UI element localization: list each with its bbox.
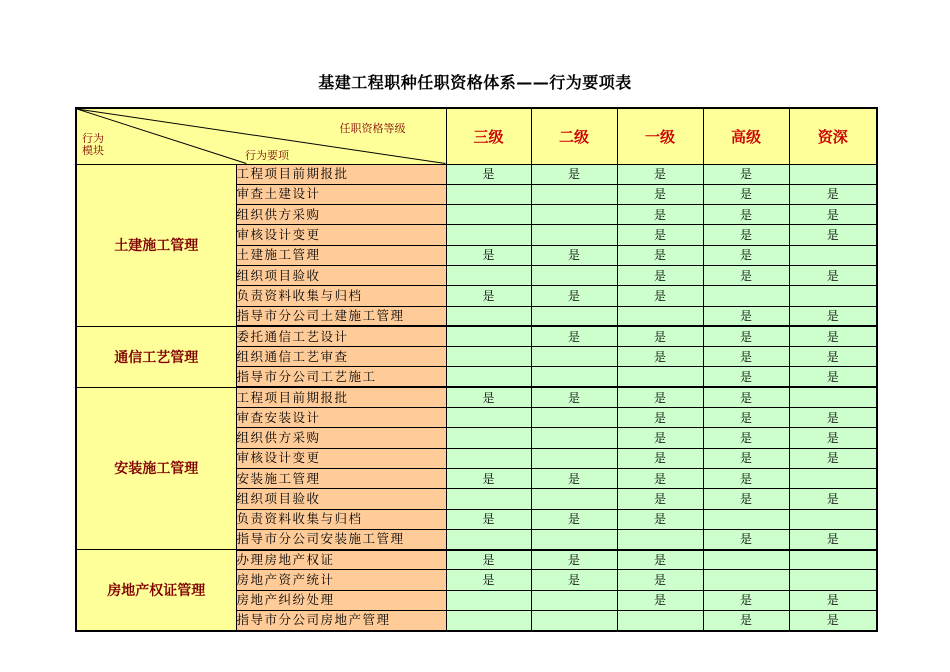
behavior-item-cell: 办理房地产权证 bbox=[236, 550, 446, 570]
module-cell: 通信工艺管理 bbox=[76, 326, 236, 387]
corner-label-level: 任职资格等级 bbox=[339, 122, 406, 135]
behavior-item-cell: 组织供方采购 bbox=[236, 428, 446, 448]
module-cell: 土建施工管理 bbox=[76, 164, 236, 326]
level-mark-cell bbox=[789, 509, 877, 529]
level-mark-cell bbox=[531, 611, 617, 631]
level-mark-cell: 是 bbox=[617, 489, 703, 509]
corner-header-cell bbox=[76, 108, 446, 164]
level-mark-cell: 是 bbox=[617, 225, 703, 245]
level-mark-cell bbox=[446, 590, 531, 610]
behavior-item-cell: 审查土建设计 bbox=[236, 184, 446, 204]
level-mark-cell bbox=[446, 611, 531, 631]
level-mark-cell: 是 bbox=[789, 529, 877, 549]
behavior-item-cell: 指导市分公司安装施工管理 bbox=[236, 529, 446, 549]
behavior-item-cell: 指导市分公司土建施工管理 bbox=[236, 306, 446, 326]
level-mark-cell: 是 bbox=[789, 428, 877, 448]
level-mark-cell: 是 bbox=[531, 286, 617, 306]
level-mark-cell: 是 bbox=[703, 306, 789, 326]
table-row bbox=[76, 326, 877, 346]
level-mark-cell bbox=[617, 306, 703, 326]
behavior-item-cell: 工程项目前期报批 bbox=[236, 387, 446, 407]
behavior-item-cell: 组织供方采购 bbox=[236, 205, 446, 225]
level-mark-cell bbox=[531, 184, 617, 204]
level-mark-cell: 是 bbox=[789, 225, 877, 245]
level-mark-cell: 是 bbox=[446, 468, 531, 488]
level-mark-cell bbox=[531, 408, 617, 428]
level-mark-cell: 是 bbox=[789, 326, 877, 346]
level-header-4: 资深 bbox=[789, 108, 877, 164]
level-mark-cell: 是 bbox=[703, 408, 789, 428]
level-mark-cell: 是 bbox=[617, 428, 703, 448]
level-mark-cell: 是 bbox=[789, 367, 877, 387]
level-mark-cell: 是 bbox=[789, 265, 877, 285]
level-mark-cell bbox=[531, 306, 617, 326]
page-title: 基建工程职种任职资格体系——行为要项表 bbox=[318, 73, 632, 92]
behavior-item-cell: 委托通信工艺设计 bbox=[236, 326, 446, 346]
corner-label-module-line2: 模块 bbox=[82, 144, 104, 157]
level-mark-cell: 是 bbox=[531, 570, 617, 590]
level-mark-cell: 是 bbox=[703, 448, 789, 468]
level-mark-cell: 是 bbox=[446, 509, 531, 529]
level-mark-cell bbox=[446, 367, 531, 387]
level-mark-cell: 是 bbox=[617, 265, 703, 285]
level-mark-cell: 是 bbox=[446, 245, 531, 265]
level-mark-cell: 是 bbox=[703, 590, 789, 610]
behavior-item-cell: 组织通信工艺审查 bbox=[236, 347, 446, 367]
level-mark-cell: 是 bbox=[617, 509, 703, 529]
level-mark-cell bbox=[446, 184, 531, 204]
level-mark-cell: 是 bbox=[789, 408, 877, 428]
level-mark-cell: 是 bbox=[617, 387, 703, 407]
behavior-item-cell: 房地产纠纷处理 bbox=[236, 590, 446, 610]
level-mark-cell: 是 bbox=[789, 347, 877, 367]
behavior-item-cell: 指导市分公司房地产管理 bbox=[236, 611, 446, 631]
level-mark-cell bbox=[789, 245, 877, 265]
behavior-item-cell: 土建施工管理 bbox=[236, 245, 446, 265]
behavior-item-cell: 指导市分公司工艺施工 bbox=[236, 367, 446, 387]
level-mark-cell bbox=[446, 529, 531, 549]
behavior-item-cell: 审核设计变更 bbox=[236, 448, 446, 468]
level-mark-cell: 是 bbox=[531, 468, 617, 488]
level-mark-cell: 是 bbox=[703, 225, 789, 245]
level-mark-cell: 是 bbox=[703, 245, 789, 265]
level-mark-cell bbox=[446, 265, 531, 285]
level-mark-cell bbox=[617, 367, 703, 387]
level-mark-cell bbox=[531, 205, 617, 225]
level-mark-cell: 是 bbox=[531, 164, 617, 184]
level-header-0: 三级 bbox=[446, 108, 531, 164]
level-mark-cell: 是 bbox=[531, 245, 617, 265]
level-mark-cell bbox=[617, 611, 703, 631]
corner-label-item: 行为要项 bbox=[245, 148, 289, 162]
level-mark-cell: 是 bbox=[617, 448, 703, 468]
level-mark-cell bbox=[531, 489, 617, 509]
level-mark-cell bbox=[789, 570, 877, 590]
level-mark-cell: 是 bbox=[617, 245, 703, 265]
behavior-item-cell: 房地产资产统计 bbox=[236, 570, 446, 590]
level-mark-cell bbox=[531, 448, 617, 468]
level-mark-cell bbox=[789, 468, 877, 488]
level-mark-cell: 是 bbox=[617, 550, 703, 570]
level-mark-cell: 是 bbox=[446, 550, 531, 570]
level-mark-cell: 是 bbox=[789, 205, 877, 225]
module-cell: 安装施工管理 bbox=[76, 387, 236, 549]
level-mark-cell: 是 bbox=[703, 489, 789, 509]
level-mark-cell: 是 bbox=[446, 286, 531, 306]
level-mark-cell bbox=[703, 286, 789, 306]
level-mark-cell bbox=[789, 387, 877, 407]
level-mark-cell bbox=[703, 570, 789, 590]
table-row bbox=[76, 164, 877, 184]
level-mark-cell bbox=[446, 205, 531, 225]
level-mark-cell: 是 bbox=[703, 387, 789, 407]
level-mark-cell: 是 bbox=[703, 347, 789, 367]
level-mark-cell: 是 bbox=[446, 164, 531, 184]
level-mark-cell: 是 bbox=[617, 286, 703, 306]
behavior-item-cell: 负责资料收集与归档 bbox=[236, 286, 446, 306]
level-mark-cell bbox=[446, 428, 531, 448]
level-mark-cell: 是 bbox=[703, 529, 789, 549]
behavior-item-cell: 工程项目前期报批 bbox=[236, 164, 446, 184]
level-mark-cell: 是 bbox=[703, 367, 789, 387]
behavior-item-cell: 审查安装设计 bbox=[236, 408, 446, 428]
level-mark-cell: 是 bbox=[531, 550, 617, 570]
table-row bbox=[76, 387, 877, 407]
level-mark-cell bbox=[531, 347, 617, 367]
level-mark-cell bbox=[531, 590, 617, 610]
level-mark-cell bbox=[703, 550, 789, 570]
level-mark-cell: 是 bbox=[703, 265, 789, 285]
level-mark-cell: 是 bbox=[703, 611, 789, 631]
table-body bbox=[76, 164, 877, 631]
level-mark-cell: 是 bbox=[703, 468, 789, 488]
level-mark-cell bbox=[531, 428, 617, 448]
behavior-item-cell: 组织项目验收 bbox=[236, 265, 446, 285]
level-mark-cell: 是 bbox=[617, 164, 703, 184]
level-mark-cell: 是 bbox=[531, 509, 617, 529]
behavior-item-cell: 安装施工管理 bbox=[236, 468, 446, 488]
level-mark-cell bbox=[703, 509, 789, 529]
level-mark-cell: 是 bbox=[531, 387, 617, 407]
level-mark-cell: 是 bbox=[703, 205, 789, 225]
module-cell: 房地产权证管理 bbox=[76, 550, 236, 631]
level-mark-cell bbox=[446, 326, 531, 346]
level-mark-cell: 是 bbox=[617, 347, 703, 367]
level-mark-cell: 是 bbox=[789, 448, 877, 468]
level-mark-cell: 是 bbox=[617, 184, 703, 204]
level-mark-cell bbox=[789, 286, 877, 306]
level-mark-cell: 是 bbox=[446, 387, 531, 407]
level-mark-cell: 是 bbox=[617, 205, 703, 225]
level-mark-cell bbox=[446, 489, 531, 509]
behavior-item-cell: 审核设计变更 bbox=[236, 225, 446, 245]
level-mark-cell: 是 bbox=[703, 184, 789, 204]
level-mark-cell: 是 bbox=[789, 306, 877, 326]
level-mark-cell bbox=[531, 529, 617, 549]
behavior-requirements-table bbox=[75, 107, 878, 632]
level-mark-cell: 是 bbox=[617, 326, 703, 346]
level-mark-cell: 是 bbox=[531, 326, 617, 346]
level-header-3: 高级 bbox=[703, 108, 789, 164]
level-header-1: 二级 bbox=[531, 108, 617, 164]
level-mark-cell bbox=[531, 225, 617, 245]
level-mark-cell: 是 bbox=[703, 428, 789, 448]
behavior-item-cell: 负责资料收集与归档 bbox=[236, 509, 446, 529]
level-mark-cell bbox=[446, 306, 531, 326]
corner-label-module-line1: 行为 bbox=[82, 132, 104, 145]
level-mark-cell: 是 bbox=[789, 590, 877, 610]
level-mark-cell bbox=[446, 448, 531, 468]
level-mark-cell bbox=[531, 265, 617, 285]
level-mark-cell: 是 bbox=[617, 590, 703, 610]
level-mark-cell bbox=[617, 529, 703, 549]
level-mark-cell: 是 bbox=[789, 489, 877, 509]
level-mark-cell bbox=[446, 225, 531, 245]
level-mark-cell: 是 bbox=[703, 326, 789, 346]
level-mark-cell: 是 bbox=[703, 164, 789, 184]
table-row bbox=[76, 550, 877, 570]
level-mark-cell: 是 bbox=[617, 408, 703, 428]
level-mark-cell bbox=[789, 550, 877, 570]
level-mark-cell: 是 bbox=[617, 570, 703, 590]
level-mark-cell: 是 bbox=[446, 570, 531, 590]
level-mark-cell bbox=[789, 164, 877, 184]
level-header-2: 一级 bbox=[617, 108, 703, 164]
header-row bbox=[76, 108, 877, 164]
level-mark-cell: 是 bbox=[617, 468, 703, 488]
level-mark-cell bbox=[531, 367, 617, 387]
level-mark-cell: 是 bbox=[789, 611, 877, 631]
behavior-item-cell: 组织项目验收 bbox=[236, 489, 446, 509]
level-mark-cell bbox=[446, 408, 531, 428]
level-mark-cell: 是 bbox=[789, 184, 877, 204]
corner-label-module bbox=[82, 133, 104, 157]
level-mark-cell bbox=[446, 347, 531, 367]
